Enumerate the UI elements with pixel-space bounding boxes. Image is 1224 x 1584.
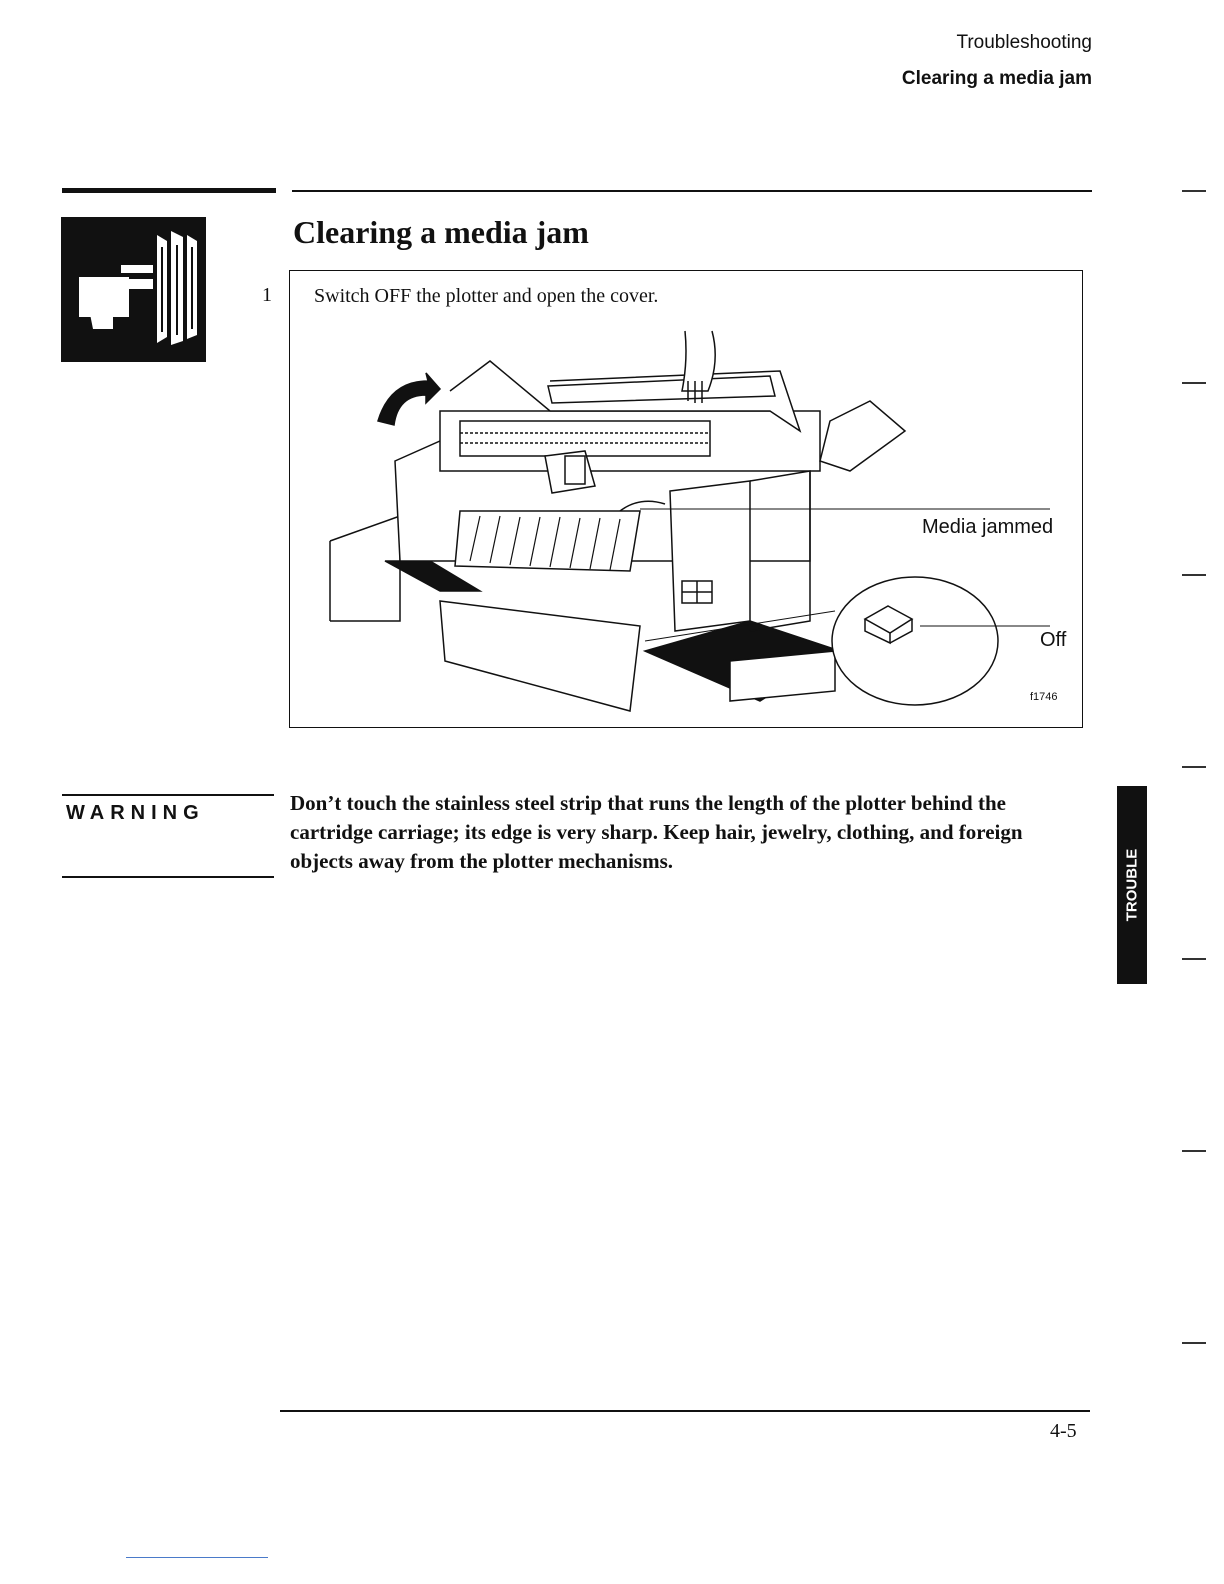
chapter-tab-label: TROUBLE [1123, 848, 1141, 922]
step-box [289, 270, 1083, 728]
footer-blue-line [126, 1557, 268, 1558]
warning-rule-top [62, 794, 274, 796]
running-header-title: Clearing a media jam [901, 68, 1092, 89]
edge-tick [1182, 766, 1206, 768]
edge-tick [1182, 382, 1206, 384]
step-number: 1 [262, 284, 272, 306]
chapter-tab [1117, 786, 1147, 984]
running-header-section: Troubleshooting [956, 32, 1092, 53]
warning-text: Don’t touch the stainless steel strip that runs the length of the plotter behind the cartridge carriage; its edge is very sharp. Keep hair, jewelry, clothing, and foreign objects away from the plotter mechanisms. [290, 791, 1023, 873]
page-title: Clearing a media jam [293, 214, 589, 250]
header-rule-thick [62, 188, 276, 193]
step-instruction: Switch OFF the plotter and open the cover. [314, 285, 659, 307]
page-number: 4-5 [1050, 1420, 1077, 1442]
warning-label: WARNING [66, 802, 205, 824]
edge-tick [1182, 1150, 1206, 1152]
warning-rule-bottom [62, 876, 274, 878]
edge-tick [1182, 958, 1206, 960]
footer-rule [280, 1410, 1090, 1412]
troubleshooting-hand-icon [61, 217, 206, 362]
edge-tick [1182, 190, 1206, 192]
header-rule-thin [292, 190, 1092, 192]
callout-media-jammed: Media jammed [922, 516, 1054, 538]
callout-off: Off [1040, 629, 1067, 651]
edge-tick [1182, 1342, 1206, 1344]
edge-tick [1182, 574, 1206, 576]
figure-id: f1746 [1030, 691, 1058, 703]
